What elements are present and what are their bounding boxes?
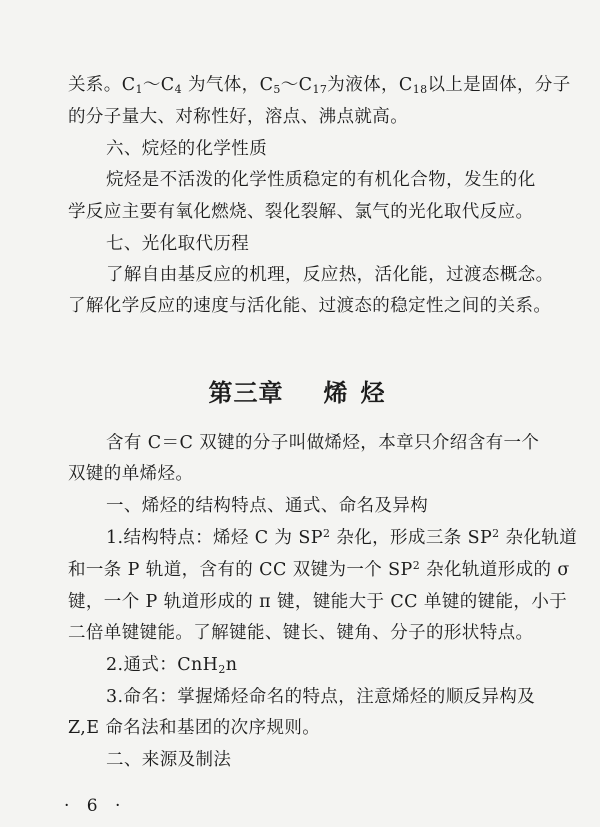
chapter-title-char: 烯 bbox=[323, 379, 349, 407]
paragraph-line: 1.结构特点：烯烃 C 为 $SP^2$ 杂化，形成三条 $SP^2$ 杂化轨道 bbox=[106, 527, 578, 548]
paragraph-line: 了解化学反应的速度与活化能、过渡态的稳定性之间的关系。 bbox=[68, 296, 552, 316]
paragraph-line: 烷烃是不活泼的化学性质稳定的有机化合物，发生的化 bbox=[106, 170, 536, 190]
paragraph-line: 键，一个 P 轨道形成的 π 键，键能大于 CC 单键的键能，小于 bbox=[68, 592, 568, 612]
section-heading: 七、光化取代历程 bbox=[106, 234, 250, 254]
paragraph-line: Z,E 命名法和基团的次序规则。 bbox=[68, 718, 321, 738]
paragraph-line: 含有 C＝C 双键的分子叫做烯烃，本章只介绍含有一个 bbox=[106, 433, 540, 453]
page-number: · 6 · bbox=[64, 796, 127, 816]
section-heading: 六、烷烃的化学性质 bbox=[106, 139, 268, 159]
paragraph-line: 双键的单烯烃。 bbox=[68, 464, 194, 484]
section-heading: 二、来源及制法 bbox=[106, 750, 232, 770]
chapter-title bbox=[0, 373, 600, 408]
chapter-number: 第三章 bbox=[208, 379, 284, 407]
paragraph-line: 3.命名：掌握烯烃命名的特点，注意烯烃的顺反异构及 bbox=[106, 687, 536, 707]
paragraph-line: 二倍单键键能。了解键能、键长、键角、分子的形状特点。 bbox=[68, 623, 534, 643]
paragraph-line: 关系。$C_1\sim C_4$ 为气体，$C_5\sim C_{17}$为液体，$C_{18}$以上是固体，分子 bbox=[68, 75, 571, 96]
paragraph-line: 了解自由基反应的机理，反应热，活化能，过渡态概念。 bbox=[106, 265, 554, 285]
paragraph-line: 的分子量大、对称性好，溶点、沸点就高。 bbox=[68, 107, 409, 127]
paragraph-line: 和一条 P 轨道，含有的 CC 双键为一个 $SP^2$ 杂化轨道形成的 σ bbox=[68, 559, 570, 580]
paragraph-line: 学反应主要有氧化燃烧、裂化裂解、氯气的光化取代反应。 bbox=[68, 202, 534, 222]
section-heading: 一、烯烃的结构特点、通式、命名及异构 bbox=[106, 496, 429, 516]
paragraph-line: 2.通式：CnH$_2$n bbox=[106, 655, 238, 676]
chapter-title-char: 烃 bbox=[360, 379, 386, 407]
